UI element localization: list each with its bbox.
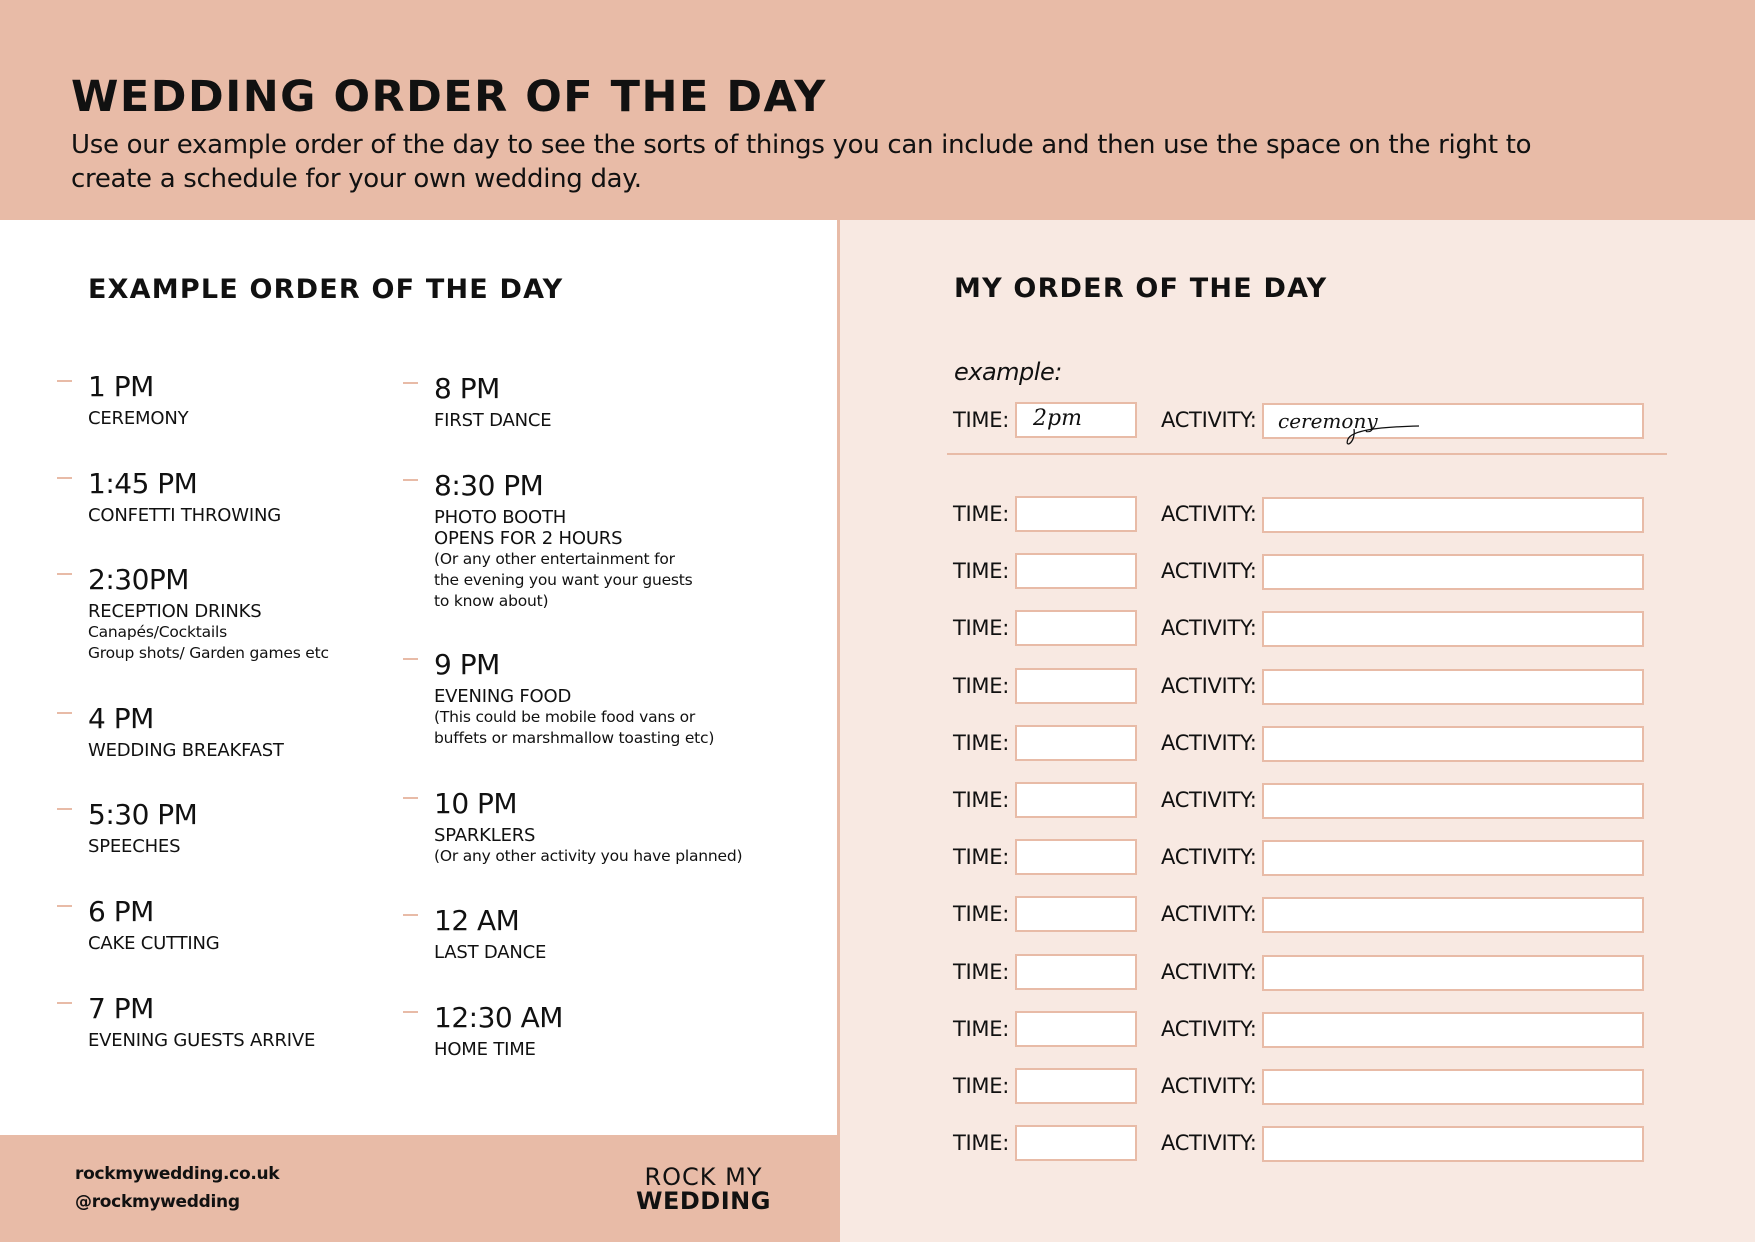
activity-field[interactable] [1262, 1126, 1644, 1162]
schedule-row [953, 1123, 1653, 1163]
dash-marker [57, 1002, 72, 1004]
example-event-12am [434, 904, 546, 963]
brand-line-1: ROCK MY [644, 1163, 763, 1191]
time-label: TIME: [953, 502, 1009, 526]
activity-label: ACTIVITY: [1161, 730, 1257, 755]
event-note: Canapés/Cocktails [88, 623, 227, 641]
brand-line-2: WEDDING [636, 1187, 771, 1215]
example-event-230pm [88, 563, 329, 664]
activity-field[interactable] [1262, 955, 1644, 991]
schedule-row [953, 837, 1653, 877]
event-time: 7 PM [88, 992, 154, 1025]
time-label: TIME: [953, 408, 1009, 432]
activity-field[interactable] [1262, 497, 1644, 533]
time-label: TIME: [953, 1016, 1009, 1041]
dash-marker [403, 382, 418, 384]
example-row [953, 400, 1653, 440]
my-order-section-title: MY ORDER OF THE DAY [954, 273, 1328, 304]
example-event-8pm [434, 372, 551, 431]
dash-marker [57, 380, 72, 382]
time-field[interactable] [1015, 896, 1137, 932]
intro-text: Use our example order of the day to see the sorts of things you can include and then use the space on the right to create a schedule for your own wedding day. [71, 130, 1532, 194]
event-name: WEDDING BREAKFAST [88, 740, 284, 761]
schedule-row [953, 780, 1653, 820]
event-note: the evening you want your guests [434, 571, 693, 589]
activity-label: ACTIVITY: [1161, 959, 1257, 984]
dash-marker [403, 797, 418, 799]
example-activity-handwriting: ceremony [1278, 409, 1378, 433]
event-note: Group shots/ Garden games etc [88, 644, 329, 662]
time-label: TIME: [953, 788, 1009, 812]
event-time: 12:30 AM [434, 1001, 563, 1034]
activity-label: ACTIVITY: [1161, 502, 1257, 526]
time-field[interactable] [1015, 553, 1137, 589]
activity-label: ACTIVITY: [1161, 673, 1257, 698]
dash-marker [57, 905, 72, 907]
time-label: TIME: [953, 673, 1009, 698]
event-time: 4 PM [88, 702, 154, 735]
schedule-row [953, 1066, 1653, 1106]
dash-marker [403, 479, 418, 481]
schedule-row [953, 723, 1653, 763]
event-time: 2:30PM [88, 563, 189, 596]
example-event-6pm [88, 895, 220, 954]
time-label: TIME: [953, 559, 1009, 584]
time-label: TIME: [953, 902, 1009, 927]
activity-field[interactable] [1262, 840, 1644, 876]
event-name: CEREMONY [88, 408, 189, 429]
schedule-row [953, 894, 1653, 934]
event-note: (Or any other activity you have planned) [434, 847, 743, 865]
activity-field[interactable] [1262, 1012, 1644, 1048]
time-field[interactable] [1015, 496, 1137, 532]
activity-label: ACTIVITY: [1161, 616, 1257, 641]
event-note: buffets or marshmallow toasting etc) [434, 729, 715, 747]
dash-marker [403, 1011, 418, 1013]
activity-label: ACTIVITY: [1161, 559, 1257, 584]
example-time-box [1015, 402, 1137, 438]
time-field[interactable] [1015, 954, 1137, 990]
event-time: 1:45 PM [88, 467, 198, 500]
page-title: WEDDING ORDER OF THE DAY [71, 72, 827, 122]
event-name-line: OPENS FOR 2 HOURS [434, 528, 623, 549]
website-link[interactable]: rockmywedding.co.uk [75, 1164, 280, 1184]
activity-label: ACTIVITY: [1161, 845, 1257, 870]
dash-marker [57, 808, 72, 810]
time-field[interactable] [1015, 1011, 1137, 1047]
time-label: TIME: [953, 959, 1009, 984]
event-name: EVENING GUESTS ARRIVE [88, 1030, 316, 1051]
dash-marker [57, 712, 72, 714]
example-activity-box [1262, 403, 1644, 439]
example-event-145pm [88, 467, 281, 526]
example-event-530pm [88, 798, 197, 857]
time-label: TIME: [953, 1131, 1009, 1156]
activity-field[interactable] [1262, 611, 1644, 647]
event-name: EVENING FOOD [434, 686, 572, 707]
event-time: 8:30 PM [434, 469, 544, 502]
example-event-9pm [434, 648, 714, 749]
example-event-4pm [88, 702, 284, 761]
schedule-row [953, 1009, 1653, 1049]
example-event-10pm [434, 787, 742, 867]
event-note: to know about) [434, 592, 549, 610]
schedule-row [953, 494, 1653, 534]
example-separator [947, 453, 1667, 455]
schedule-row [953, 551, 1653, 591]
example-event-7pm [88, 992, 315, 1051]
event-time: 8 PM [434, 372, 500, 405]
activity-field[interactable] [1262, 1069, 1644, 1105]
activity-label: ACTIVITY: [1161, 408, 1257, 432]
time-field[interactable] [1015, 610, 1137, 646]
dash-marker [403, 914, 418, 916]
event-time: 1 PM [88, 370, 154, 403]
time-label: TIME: [953, 730, 1009, 755]
event-name [434, 507, 693, 549]
dash-marker [403, 658, 418, 660]
time-field[interactable] [1015, 782, 1137, 818]
event-name: SPEECHES [88, 836, 181, 857]
event-name: SPARKLERS [434, 825, 536, 846]
time-field[interactable] [1015, 668, 1137, 704]
time-label: TIME: [953, 845, 1009, 870]
social-handle[interactable]: @rockmywedding [75, 1192, 240, 1212]
schedule-row [953, 666, 1653, 706]
example-event-1230am [434, 1001, 563, 1060]
event-name: RECEPTION DRINKS [88, 601, 262, 622]
event-name: CONFETTI THROWING [88, 505, 281, 526]
event-time: 5:30 PM [88, 798, 198, 831]
example-label: example: [954, 358, 1062, 386]
example-event-1pm [88, 370, 188, 429]
time-field[interactable] [1015, 1125, 1137, 1161]
activity-field[interactable] [1262, 783, 1644, 819]
dash-marker [57, 477, 72, 479]
event-note: (Or any other entertainment for [434, 550, 675, 568]
handwriting-flourish [1334, 419, 1424, 449]
event-time: 10 PM [434, 787, 518, 820]
example-time-handwriting: 2pm [1033, 406, 1082, 431]
event-time: 6 PM [88, 895, 154, 928]
time-label: TIME: [953, 1074, 1009, 1098]
event-time: 12 AM [434, 904, 520, 937]
event-name: HOME TIME [434, 1039, 536, 1060]
activity-label: ACTIVITY: [1161, 1074, 1257, 1098]
activity-label: ACTIVITY: [1161, 1131, 1257, 1156]
activity-label: ACTIVITY: [1161, 902, 1257, 927]
activity-label: ACTIVITY: [1161, 1016, 1257, 1041]
event-name: FIRST DANCE [434, 410, 552, 431]
event-name: LAST DANCE [434, 942, 547, 963]
activity-field[interactable] [1262, 669, 1644, 705]
time-label: TIME: [953, 616, 1009, 641]
time-field[interactable] [1015, 839, 1137, 875]
activity-field[interactable] [1262, 726, 1644, 762]
event-note: (This could be mobile food vans or [434, 708, 696, 726]
event-name-line: PHOTO BOOTH [434, 507, 567, 528]
activity-field[interactable] [1262, 554, 1644, 590]
example-event-830pm [434, 469, 693, 612]
activity-field[interactable] [1262, 897, 1644, 933]
event-name: CAKE CUTTING [88, 933, 220, 954]
schedule-row [953, 608, 1653, 648]
brand-logo [636, 1165, 771, 1213]
example-section-title: EXAMPLE ORDER OF THE DAY [88, 274, 564, 305]
event-time: 9 PM [434, 648, 500, 681]
time-field[interactable] [1015, 725, 1137, 761]
time-field[interactable] [1015, 1068, 1137, 1104]
schedule-row [953, 952, 1653, 992]
dash-marker [57, 573, 72, 575]
activity-label: ACTIVITY: [1161, 788, 1257, 812]
